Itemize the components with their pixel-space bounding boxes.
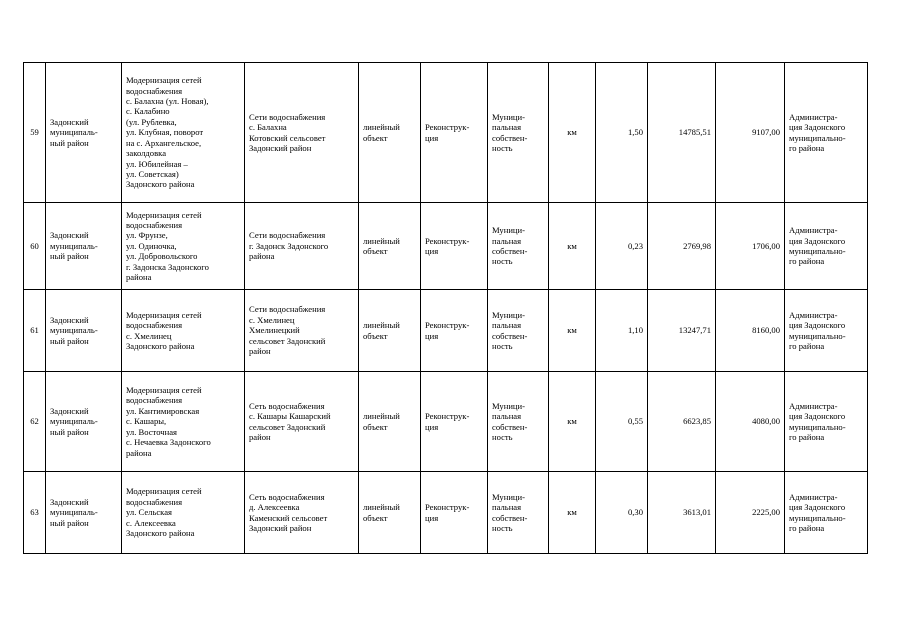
length-cell: 0,23 [596, 203, 648, 290]
length-cell: 1,50 [596, 63, 648, 203]
amount-cell: 4080,00 [716, 372, 785, 472]
object-type-cell: линейный объект [359, 203, 421, 290]
administrator-cell: Администра- ция Задонского муниципально- го района [785, 290, 868, 372]
ownership-cell: Муници- пальная собствен- ность [488, 63, 549, 203]
amount-cell: 9107,00 [716, 63, 785, 203]
administrator-cell: Администра- ция Задонского муниципально- го района [785, 372, 868, 472]
administrator-cell: Администра- ция Задонского муниципально- го района [785, 472, 868, 554]
row-number: 59 [24, 63, 46, 203]
row-number: 62 [24, 372, 46, 472]
project-name-cell: Модернизация сетей водоснабжения с. Балахна (ул. Новая), с. Калабино (ул. Рублевка, ул. Клубная, поворот на с. Архангельское, заколдовка ул. Юбилейная – ул. Советская) Задонского района [122, 63, 245, 203]
project-name-cell: Модернизация сетей водоснабжения ул. Фрунзе, ул. Одиночка, ул. Добровольского г. Задонска Задонского района [122, 203, 245, 290]
table-row [24, 203, 868, 290]
project-name-cell: Модернизация сетей водоснабжения ул. Сельская с. Алексеевка Задонского района [122, 472, 245, 554]
district-cell: Задонский муниципаль- ный район [46, 472, 122, 554]
amount-cell: 2225,00 [716, 472, 785, 554]
unit-cell: км [549, 472, 596, 554]
work-type-cell: Реконструк- ция [421, 290, 488, 372]
unit-cell: км [549, 63, 596, 203]
district-cell: Задонский муниципаль- ный район [46, 372, 122, 472]
cost-cell: 3613,01 [648, 472, 716, 554]
project-name-cell: Модернизация сетей водоснабжения с. Хмелинец Задонского района [122, 290, 245, 372]
district-cell: Задонский муниципаль- ный район [46, 203, 122, 290]
district-cell: Задонский муниципаль- ный район [46, 63, 122, 203]
table-row [24, 372, 868, 472]
length-cell: 1,10 [596, 290, 648, 372]
projects-table [23, 62, 868, 554]
work-type-cell: Реконструк- ция [421, 63, 488, 203]
object-cell: Сети водоснабжения с. Хмелинец Хмелинецкий сельсовет Задонский район [245, 290, 359, 372]
table-row [24, 472, 868, 554]
cost-cell: 2769,98 [648, 203, 716, 290]
ownership-cell: Муници- пальная собствен- ность [488, 290, 549, 372]
cost-cell: 14785,51 [648, 63, 716, 203]
project-name-cell: Модернизация сетей водоснабжения ул. Кантимировская с. Кашары, ул. Восточная с. Нечаевка Задонского района [122, 372, 245, 472]
cost-cell: 6623,85 [648, 372, 716, 472]
row-number: 63 [24, 472, 46, 554]
object-cell: Сети водоснабжения г. Задонск Задонского района [245, 203, 359, 290]
cost-cell: 13247,71 [648, 290, 716, 372]
object-cell: Сеть водоснабжения д. Алексеевка Каменский сельсовет Задонский район [245, 472, 359, 554]
length-cell: 0,30 [596, 472, 648, 554]
amount-cell: 1706,00 [716, 203, 785, 290]
unit-cell: км [549, 203, 596, 290]
length-cell: 0,55 [596, 372, 648, 472]
work-type-cell: Реконструк- ция [421, 472, 488, 554]
amount-cell: 8160,00 [716, 290, 785, 372]
table-row [24, 290, 868, 372]
object-type-cell: линейный объект [359, 472, 421, 554]
ownership-cell: Муници- пальная собствен- ность [488, 472, 549, 554]
object-cell: Сети водоснабжения с. Балахна Котовский сельсовет Задонский район [245, 63, 359, 203]
ownership-cell: Муници- пальная собствен- ность [488, 372, 549, 472]
work-type-cell: Реконструк- ция [421, 372, 488, 472]
unit-cell: км [549, 290, 596, 372]
administrator-cell: Администра- ция Задонского муниципально- го района [785, 63, 868, 203]
unit-cell: км [549, 372, 596, 472]
object-type-cell: линейный объект [359, 372, 421, 472]
ownership-cell: Муници- пальная собствен- ность [488, 203, 549, 290]
object-type-cell: линейный объект [359, 290, 421, 372]
work-type-cell: Реконструк- ция [421, 203, 488, 290]
administrator-cell: Администра- ция Задонского муниципально- го района [785, 203, 868, 290]
object-type-cell: линейный объект [359, 63, 421, 203]
row-number: 60 [24, 203, 46, 290]
row-number: 61 [24, 290, 46, 372]
object-cell: Сеть водоснабжения с. Кашары Кашарский сельсовет Задонский район [245, 372, 359, 472]
table-row [24, 63, 868, 203]
district-cell: Задонский муниципаль- ный район [46, 290, 122, 372]
